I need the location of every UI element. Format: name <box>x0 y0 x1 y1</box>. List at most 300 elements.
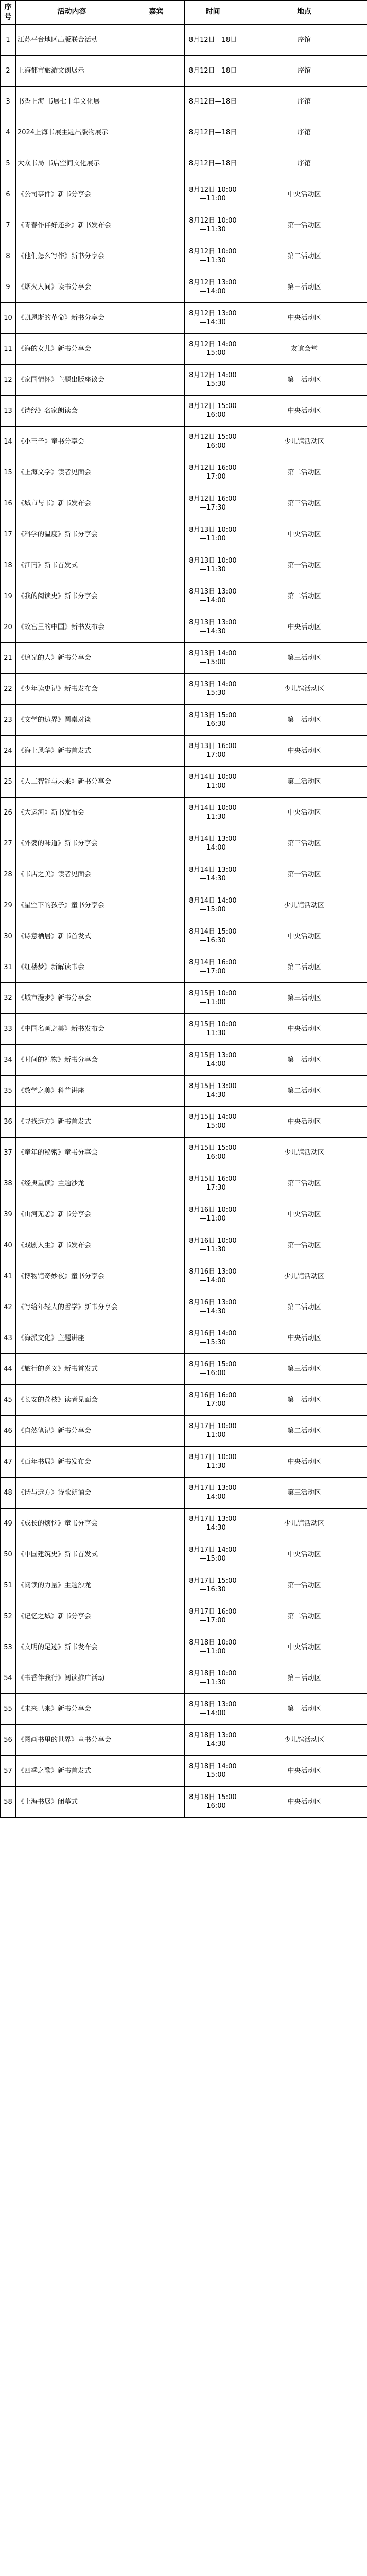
cell-name: 《海的女儿》新书分享会 <box>16 333 128 364</box>
cell-no: 45 <box>1 1384 16 1415</box>
cell-guest <box>128 673 185 704</box>
cell-place: 第三活动区 <box>241 642 367 673</box>
cell-name: 大众书局 书店空间文化展示 <box>16 148 128 179</box>
cell-place: 中央活动区 <box>241 1786 367 1817</box>
cell-name: 书香上海 书展七十年文化展 <box>16 86 128 117</box>
table-row <box>1 1292 367 1323</box>
cell-time: 8月15日 14:00—15:00 <box>185 1106 241 1137</box>
table-row <box>1 1137 367 1168</box>
cell-place: 第三活动区 <box>241 1477 367 1508</box>
cell-time: 8月13日 15:00—16:30 <box>185 704 241 735</box>
cell-guest <box>128 1323 185 1353</box>
cell-time: 8月17日 15:00—16:30 <box>185 1570 241 1601</box>
table-row <box>1 921 367 952</box>
cell-time: 8月17日 16:00—17:00 <box>185 1601 241 1632</box>
cell-guest <box>128 1384 185 1415</box>
cell-guest <box>128 1168 185 1199</box>
cell-guest <box>128 550 185 581</box>
cell-time: 8月16日 16:00—17:00 <box>185 1384 241 1415</box>
cell-time: 8月12日 13:00—14:00 <box>185 272 241 302</box>
cell-guest <box>128 333 185 364</box>
cell-no: 1 <box>1 24 16 55</box>
cell-no: 50 <box>1 1539 16 1570</box>
cell-guest <box>128 704 185 735</box>
cell-place: 中央活动区 <box>241 519 367 550</box>
cell-no: 8 <box>1 241 16 272</box>
table-row <box>1 1663 367 1693</box>
cell-place: 少儿馆活动区 <box>241 1137 367 1168</box>
cell-place: 序馆 <box>241 148 367 179</box>
cell-name: 《城市漫步》新书分享会 <box>16 982 128 1013</box>
cell-name: 《诗意栖居》新书首发式 <box>16 921 128 952</box>
cell-name: 《成长的烦恼》童书分享会 <box>16 1508 128 1539</box>
cell-time: 8月12日—18日 <box>185 86 241 117</box>
table-row <box>1 1168 367 1199</box>
cell-no: 29 <box>1 890 16 921</box>
cell-no: 33 <box>1 1013 16 1044</box>
cell-place: 第一活动区 <box>241 1693 367 1724</box>
cell-time: 8月17日 10:00—11:30 <box>185 1446 241 1477</box>
table-row <box>1 241 367 272</box>
cell-time: 8月18日 13:00—14:00 <box>185 1693 241 1724</box>
cell-name: 《时间的礼物》新书分享会 <box>16 1044 128 1075</box>
cell-no: 22 <box>1 673 16 704</box>
cell-name: 《人工智能与未来》新书分享会 <box>16 766 128 797</box>
cell-name: 《自然笔记》新书分享会 <box>16 1415 128 1446</box>
table-row <box>1 86 367 117</box>
cell-time: 8月13日 14:00—15:00 <box>185 642 241 673</box>
table-row <box>1 24 367 55</box>
cell-guest <box>128 24 185 55</box>
cell-time: 8月15日 13:00—14:30 <box>185 1075 241 1106</box>
cell-no: 27 <box>1 828 16 859</box>
table-row <box>1 1693 367 1724</box>
cell-name: 《凯恩斯的革命》新书分享会 <box>16 302 128 333</box>
cell-place: 第一活动区 <box>241 364 367 395</box>
cell-time: 8月13日 14:00—15:30 <box>185 673 241 704</box>
cell-no: 6 <box>1 179 16 210</box>
cell-time: 8月14日 15:00—16:30 <box>185 921 241 952</box>
cell-place: 中央活动区 <box>241 1323 367 1353</box>
cell-name: 2024上海书展主题出版物展示 <box>16 117 128 148</box>
table-row <box>1 1230 367 1261</box>
cell-name: 江苏平台地区出版联合活动 <box>16 24 128 55</box>
cell-place: 第三活动区 <box>241 828 367 859</box>
table-row <box>1 550 367 581</box>
cell-place: 中央活动区 <box>241 1199 367 1230</box>
cell-name: 《外婆的味道》新书分享会 <box>16 828 128 859</box>
table-row <box>1 1539 367 1570</box>
table-row <box>1 1415 367 1446</box>
cell-no: 42 <box>1 1292 16 1323</box>
cell-place: 第一活动区 <box>241 1044 367 1075</box>
cell-time: 8月13日 16:00—17:00 <box>185 735 241 766</box>
cell-name: 《中国名画之美》新书发布会 <box>16 1013 128 1044</box>
cell-name: 《旅行的意义》新书首发式 <box>16 1353 128 1384</box>
header-time: 时间 <box>185 1 241 25</box>
cell-time: 8月12日 14:00—15:00 <box>185 333 241 364</box>
cell-place: 中央活动区 <box>241 395 367 426</box>
cell-name: 《山河无恙》新书分享会 <box>16 1199 128 1230</box>
cell-no: 3 <box>1 86 16 117</box>
cell-name: 《记忆之城》新书分享会 <box>16 1601 128 1632</box>
cell-place: 第二活动区 <box>241 457 367 488</box>
table-row <box>1 1477 367 1508</box>
cell-name: 《小王子》童书分享会 <box>16 426 128 457</box>
table-row <box>1 735 367 766</box>
cell-guest <box>128 302 185 333</box>
cell-guest <box>128 1755 185 1786</box>
cell-place: 第三活动区 <box>241 1353 367 1384</box>
table-row <box>1 797 367 828</box>
cell-guest <box>128 1261 185 1292</box>
cell-place: 少儿馆活动区 <box>241 673 367 704</box>
cell-place: 第三活动区 <box>241 1663 367 1693</box>
cell-no: 10 <box>1 302 16 333</box>
cell-no: 57 <box>1 1755 16 1786</box>
table-row <box>1 1106 367 1137</box>
table-row <box>1 519 367 550</box>
cell-guest <box>128 1199 185 1230</box>
cell-no: 7 <box>1 210 16 241</box>
cell-guest <box>128 1075 185 1106</box>
cell-time: 8月15日 15:00—16:00 <box>185 1137 241 1168</box>
cell-no: 35 <box>1 1075 16 1106</box>
table-row <box>1 642 367 673</box>
cell-time: 8月12日 15:00—16:00 <box>185 395 241 426</box>
cell-no: 26 <box>1 797 16 828</box>
cell-place: 友谊会堂 <box>241 333 367 364</box>
cell-place: 第一活动区 <box>241 210 367 241</box>
cell-time: 8月17日 13:00—14:00 <box>185 1477 241 1508</box>
cell-time: 8月14日 13:00—14:30 <box>185 859 241 890</box>
cell-name: 《数学之美》科普讲座 <box>16 1075 128 1106</box>
cell-guest <box>128 952 185 982</box>
cell-no: 23 <box>1 704 16 735</box>
table-row <box>1 395 367 426</box>
cell-guest <box>128 766 185 797</box>
cell-guest <box>128 364 185 395</box>
table-row <box>1 1570 367 1601</box>
cell-time: 8月12日—18日 <box>185 117 241 148</box>
table-row <box>1 581 367 612</box>
cell-no: 15 <box>1 457 16 488</box>
cell-name: 《百年书局》新书发布会 <box>16 1446 128 1477</box>
table-row <box>1 457 367 488</box>
cell-place: 少儿馆活动区 <box>241 426 367 457</box>
cell-no: 21 <box>1 642 16 673</box>
table-body <box>1 24 367 1817</box>
cell-name: 《写给年轻人的哲学》新书分享会 <box>16 1292 128 1323</box>
cell-place: 第二活动区 <box>241 1292 367 1323</box>
cell-name: 《公司事件》新书分享会 <box>16 179 128 210</box>
cell-place: 中央活动区 <box>241 1106 367 1137</box>
table-row <box>1 704 367 735</box>
cell-guest <box>128 457 185 488</box>
cell-time: 8月14日 16:00—17:00 <box>185 952 241 982</box>
cell-no: 31 <box>1 952 16 982</box>
cell-time: 8月12日 10:00—11:30 <box>185 210 241 241</box>
cell-time: 8月16日 10:00—11:00 <box>185 1199 241 1230</box>
cell-guest <box>128 1446 185 1477</box>
cell-name: 《大运河》新书发布会 <box>16 797 128 828</box>
cell-no: 9 <box>1 272 16 302</box>
cell-time: 8月18日 15:00—16:00 <box>185 1786 241 1817</box>
cell-time: 8月14日 14:00—15:00 <box>185 890 241 921</box>
cell-guest <box>128 1353 185 1384</box>
cell-time: 8月13日 10:00—11:00 <box>185 519 241 550</box>
cell-guest <box>128 642 185 673</box>
cell-guest <box>128 272 185 302</box>
cell-no: 51 <box>1 1570 16 1601</box>
cell-name: 《文学的边界》圆桌对谈 <box>16 704 128 735</box>
table-header-row <box>1 1 367 25</box>
cell-place: 中央活动区 <box>241 797 367 828</box>
cell-no: 49 <box>1 1508 16 1539</box>
cell-no: 37 <box>1 1137 16 1168</box>
cell-time: 8月18日 14:00—15:00 <box>185 1755 241 1786</box>
cell-place: 中央活动区 <box>241 1755 367 1786</box>
cell-guest <box>128 210 185 241</box>
cell-time: 8月12日 15:00—16:00 <box>185 426 241 457</box>
cell-time: 8月16日 13:00—14:30 <box>185 1292 241 1323</box>
cell-guest <box>128 982 185 1013</box>
cell-place: 第一活动区 <box>241 704 367 735</box>
cell-time: 8月12日—18日 <box>185 55 241 86</box>
cell-time: 8月12日 16:00—17:30 <box>185 488 241 519</box>
cell-time: 8月12日 16:00—17:00 <box>185 457 241 488</box>
cell-time: 8月16日 10:00—11:30 <box>185 1230 241 1261</box>
cell-time: 8月14日 10:00—11:00 <box>185 766 241 797</box>
cell-place: 中央活动区 <box>241 1632 367 1663</box>
cell-place: 少儿馆活动区 <box>241 1508 367 1539</box>
cell-time: 8月17日 14:00—15:00 <box>185 1539 241 1570</box>
cell-no: 24 <box>1 735 16 766</box>
cell-guest <box>128 1013 185 1044</box>
cell-time: 8月16日 14:00—15:30 <box>185 1323 241 1353</box>
cell-name: 《中国建筑史》新书首发式 <box>16 1539 128 1570</box>
cell-guest <box>128 179 185 210</box>
cell-no: 38 <box>1 1168 16 1199</box>
cell-no: 11 <box>1 333 16 364</box>
cell-name: 《红楼梦》新解读书会 <box>16 952 128 982</box>
cell-name: 《少年读史记》新书发布会 <box>16 673 128 704</box>
cell-time: 8月13日 13:00—14:00 <box>185 581 241 612</box>
cell-time: 8月14日 13:00—14:00 <box>185 828 241 859</box>
cell-place: 第三活动区 <box>241 488 367 519</box>
table-row <box>1 179 367 210</box>
cell-guest <box>128 1601 185 1632</box>
cell-no: 30 <box>1 921 16 952</box>
cell-time: 8月12日—18日 <box>185 24 241 55</box>
cell-no: 16 <box>1 488 16 519</box>
cell-no: 58 <box>1 1786 16 1817</box>
cell-name: 《诗经》名家朗读会 <box>16 395 128 426</box>
cell-guest <box>128 1570 185 1601</box>
cell-name: 《文明的足迹》新书发布会 <box>16 1632 128 1663</box>
cell-no: 48 <box>1 1477 16 1508</box>
cell-time: 8月15日 10:00—11:00 <box>185 982 241 1013</box>
cell-time: 8月17日 13:00—14:30 <box>185 1508 241 1539</box>
cell-no: 54 <box>1 1663 16 1693</box>
cell-guest <box>128 1477 185 1508</box>
cell-place: 中央活动区 <box>241 921 367 952</box>
cell-time: 8月18日 13:00—14:30 <box>185 1724 241 1755</box>
cell-no: 43 <box>1 1323 16 1353</box>
cell-time: 8月17日 10:00—11:00 <box>185 1415 241 1446</box>
cell-time: 8月12日 10:00—11:30 <box>185 241 241 272</box>
cell-time: 8月14日 10:00—11:30 <box>185 797 241 828</box>
table-row <box>1 828 367 859</box>
header-place: 地点 <box>241 1 367 25</box>
header-name: 活动内容 <box>16 1 128 25</box>
cell-no: 55 <box>1 1693 16 1724</box>
header-guest: 嘉宾 <box>128 1 185 25</box>
cell-no: 32 <box>1 982 16 1013</box>
cell-time: 8月16日 13:00—14:00 <box>185 1261 241 1292</box>
table-row <box>1 272 367 302</box>
cell-no: 18 <box>1 550 16 581</box>
table-row <box>1 1755 367 1786</box>
cell-no: 12 <box>1 364 16 395</box>
cell-guest <box>128 1539 185 1570</box>
cell-no: 20 <box>1 612 16 642</box>
table-row <box>1 982 367 1013</box>
cell-place: 第一活动区 <box>241 859 367 890</box>
cell-no: 44 <box>1 1353 16 1384</box>
cell-name: 《诗与远方》诗歌朗诵会 <box>16 1477 128 1508</box>
cell-place: 第二活动区 <box>241 1415 367 1446</box>
cell-place: 少儿馆活动区 <box>241 890 367 921</box>
cell-place: 第三活动区 <box>241 1168 367 1199</box>
table-row <box>1 1384 367 1415</box>
cell-name: 《追光的人》新书分享会 <box>16 642 128 673</box>
cell-name: 《海上风华》新书首发式 <box>16 735 128 766</box>
cell-time: 8月12日 14:00—15:30 <box>185 364 241 395</box>
table-row <box>1 612 367 642</box>
cell-name: 《寻找远方》新书首发式 <box>16 1106 128 1137</box>
cell-time: 8月12日—18日 <box>185 148 241 179</box>
cell-guest <box>128 1137 185 1168</box>
table-row <box>1 1786 367 1817</box>
cell-place: 第二活动区 <box>241 1075 367 1106</box>
cell-no: 19 <box>1 581 16 612</box>
table-row <box>1 1353 367 1384</box>
cell-no: 13 <box>1 395 16 426</box>
cell-name: 《江南》新书首发式 <box>16 550 128 581</box>
cell-guest <box>128 1508 185 1539</box>
cell-guest <box>128 1724 185 1755</box>
cell-no: 2 <box>1 55 16 86</box>
cell-no: 46 <box>1 1415 16 1446</box>
cell-place: 中央活动区 <box>241 179 367 210</box>
cell-no: 28 <box>1 859 16 890</box>
table-row <box>1 1075 367 1106</box>
cell-name: 《四季之歌》新书首发式 <box>16 1755 128 1786</box>
header-no: 序号 <box>1 1 16 25</box>
cell-name: 《上海文学》读者见面会 <box>16 457 128 488</box>
cell-guest <box>128 828 185 859</box>
cell-name: 《我的阅读史》新书分享会 <box>16 581 128 612</box>
cell-guest <box>128 1044 185 1075</box>
cell-no: 47 <box>1 1446 16 1477</box>
cell-place: 第一活动区 <box>241 1384 367 1415</box>
table-row <box>1 1508 367 1539</box>
cell-name: 《阅读的力量》主题沙龙 <box>16 1570 128 1601</box>
cell-place: 序馆 <box>241 86 367 117</box>
cell-guest <box>128 1292 185 1323</box>
cell-guest <box>128 117 185 148</box>
cell-name: 《经典重读》主题沙龙 <box>16 1168 128 1199</box>
cell-name: 《青春作伴好还乡》新书发布会 <box>16 210 128 241</box>
cell-place: 第二活动区 <box>241 952 367 982</box>
cell-name: 《长安的荔枝》读者见面会 <box>16 1384 128 1415</box>
cell-place: 中央活动区 <box>241 1446 367 1477</box>
table-row <box>1 1724 367 1755</box>
cell-name: 《上海书展》闭幕式 <box>16 1786 128 1817</box>
cell-guest <box>128 921 185 952</box>
cell-place: 中央活动区 <box>241 302 367 333</box>
cell-time: 8月15日 13:00—14:00 <box>185 1044 241 1075</box>
cell-name: 《未来已来》新书分享会 <box>16 1693 128 1724</box>
cell-guest <box>128 86 185 117</box>
cell-guest <box>128 55 185 86</box>
cell-no: 14 <box>1 426 16 457</box>
cell-name: 《故宫里的中国》新书发布会 <box>16 612 128 642</box>
cell-no: 52 <box>1 1601 16 1632</box>
table-row <box>1 1261 367 1292</box>
cell-guest <box>128 1693 185 1724</box>
cell-guest <box>128 859 185 890</box>
table-row <box>1 952 367 982</box>
cell-name: 《星空下的孩子》童书分享会 <box>16 890 128 921</box>
cell-guest <box>128 241 185 272</box>
cell-place: 中央活动区 <box>241 735 367 766</box>
cell-name: 《烟火人间》读书分享会 <box>16 272 128 302</box>
cell-name: 《书香伴我行》阅读推广活动 <box>16 1663 128 1693</box>
cell-place: 第一活动区 <box>241 550 367 581</box>
cell-no: 4 <box>1 117 16 148</box>
cell-name: 上海都市旅游文创展示 <box>16 55 128 86</box>
table-row <box>1 1632 367 1663</box>
cell-name: 《城市与书》新书发布会 <box>16 488 128 519</box>
cell-no: 25 <box>1 766 16 797</box>
table-row <box>1 890 367 921</box>
cell-no: 53 <box>1 1632 16 1663</box>
cell-guest <box>128 1632 185 1663</box>
cell-name: 《书店之美》读者见面会 <box>16 859 128 890</box>
cell-no: 5 <box>1 148 16 179</box>
cell-guest <box>128 1786 185 1817</box>
cell-guest <box>128 612 185 642</box>
cell-time: 8月18日 10:00—11:00 <box>185 1632 241 1663</box>
table-row <box>1 210 367 241</box>
cell-name: 《戏剧人生》新书发布会 <box>16 1230 128 1261</box>
table-row <box>1 148 367 179</box>
cell-guest <box>128 519 185 550</box>
cell-place: 少儿馆活动区 <box>241 1261 367 1292</box>
cell-place: 第二活动区 <box>241 766 367 797</box>
table-row <box>1 333 367 364</box>
cell-place: 第三活动区 <box>241 982 367 1013</box>
cell-name: 《他们怎么写作》新书分享会 <box>16 241 128 272</box>
cell-place: 第二活动区 <box>241 1601 367 1632</box>
table-row <box>1 673 367 704</box>
cell-guest <box>128 488 185 519</box>
cell-name: 《科学的温度》新书分享会 <box>16 519 128 550</box>
cell-guest <box>128 426 185 457</box>
cell-time: 8月16日 15:00—16:00 <box>185 1353 241 1384</box>
